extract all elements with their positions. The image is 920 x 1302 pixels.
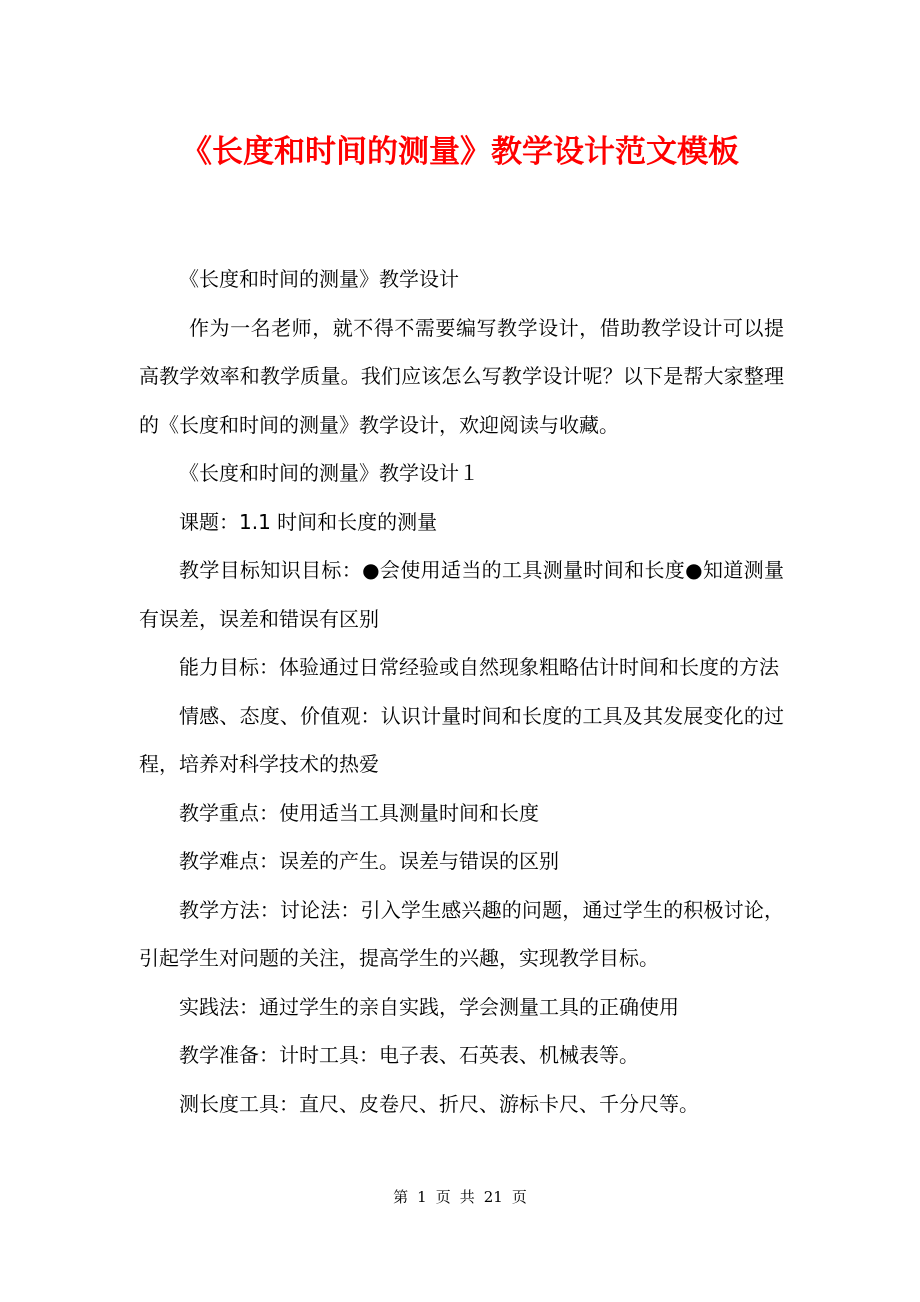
paragraph-method-practice: 实践法：通过学生的亲自实践，学会测量工具的正确使用 [179,994,679,1019]
paragraph-knowledge-goal: 教学目标知识目标：●会使用适当的工具测量时间和长度●知道测量有误差，误差和错误有区别 [139,558,784,631]
document-title: 《长度和时间的测量》教学设计范文模板 [181,134,739,170]
paragraph-key-point: 教学重点：使用适当工具测量时间和长度 [179,800,539,825]
paragraph-difficulty: 教学难点：误差的产生。误差与错误的区别 [179,849,559,873]
paragraph-subtitle: 《长度和时间的测量》教学设计 [179,267,459,291]
document-body [139,255,784,1128]
footer-suffix: 页 [511,1188,527,1206]
paragraph-method-discussion: 教学方法：讨论法：引入学生感兴趣的问题，通过学生的积极讨论，引起学生对问题的关注，提高学生的兴趣，实现教学目标。 [139,897,784,970]
paragraph-topic: 课题：1.1 时间和长度的测量 [179,509,438,534]
footer-current-page: 1 [417,1188,427,1206]
page-footer [0,1185,920,1209]
paragraph-preparation-timing: 教学准备：计时工具：电子表、石英表、机械表等。 [179,1043,639,1067]
paragraph-attitude-goal: 情感、态度、价值观：认识计量时间和长度的工具及其发展变化的过程，培养对科学技术的热爱 [139,703,784,776]
paragraph-section-heading: 《长度和时间的测量》教学设计１ [179,461,479,485]
footer-total-pages: 21 [483,1188,503,1206]
footer-page-label: 页 [435,1188,451,1206]
footer-total-label: 共 [459,1188,475,1206]
footer-prefix: 第 [393,1188,409,1206]
paragraph-preparation-length: 测长度工具：直尺、皮卷尺、折尺、游标卡尺、千分尺等。 [179,1091,699,1116]
paragraph-ability-goal: 能力目标：体验通过日常经验或自然现象粗略估计时间和长度的方法 [179,655,779,679]
paragraph-intro: 作为一名老师，就不得不需要编写教学设计，借助教学设计可以提高教学效率和教学质量。我们应该怎么写教学设计呢？以下是帮大家整理的《长度和时间的测量》教学设计，欢迎阅读与收藏。 [139,315,784,437]
